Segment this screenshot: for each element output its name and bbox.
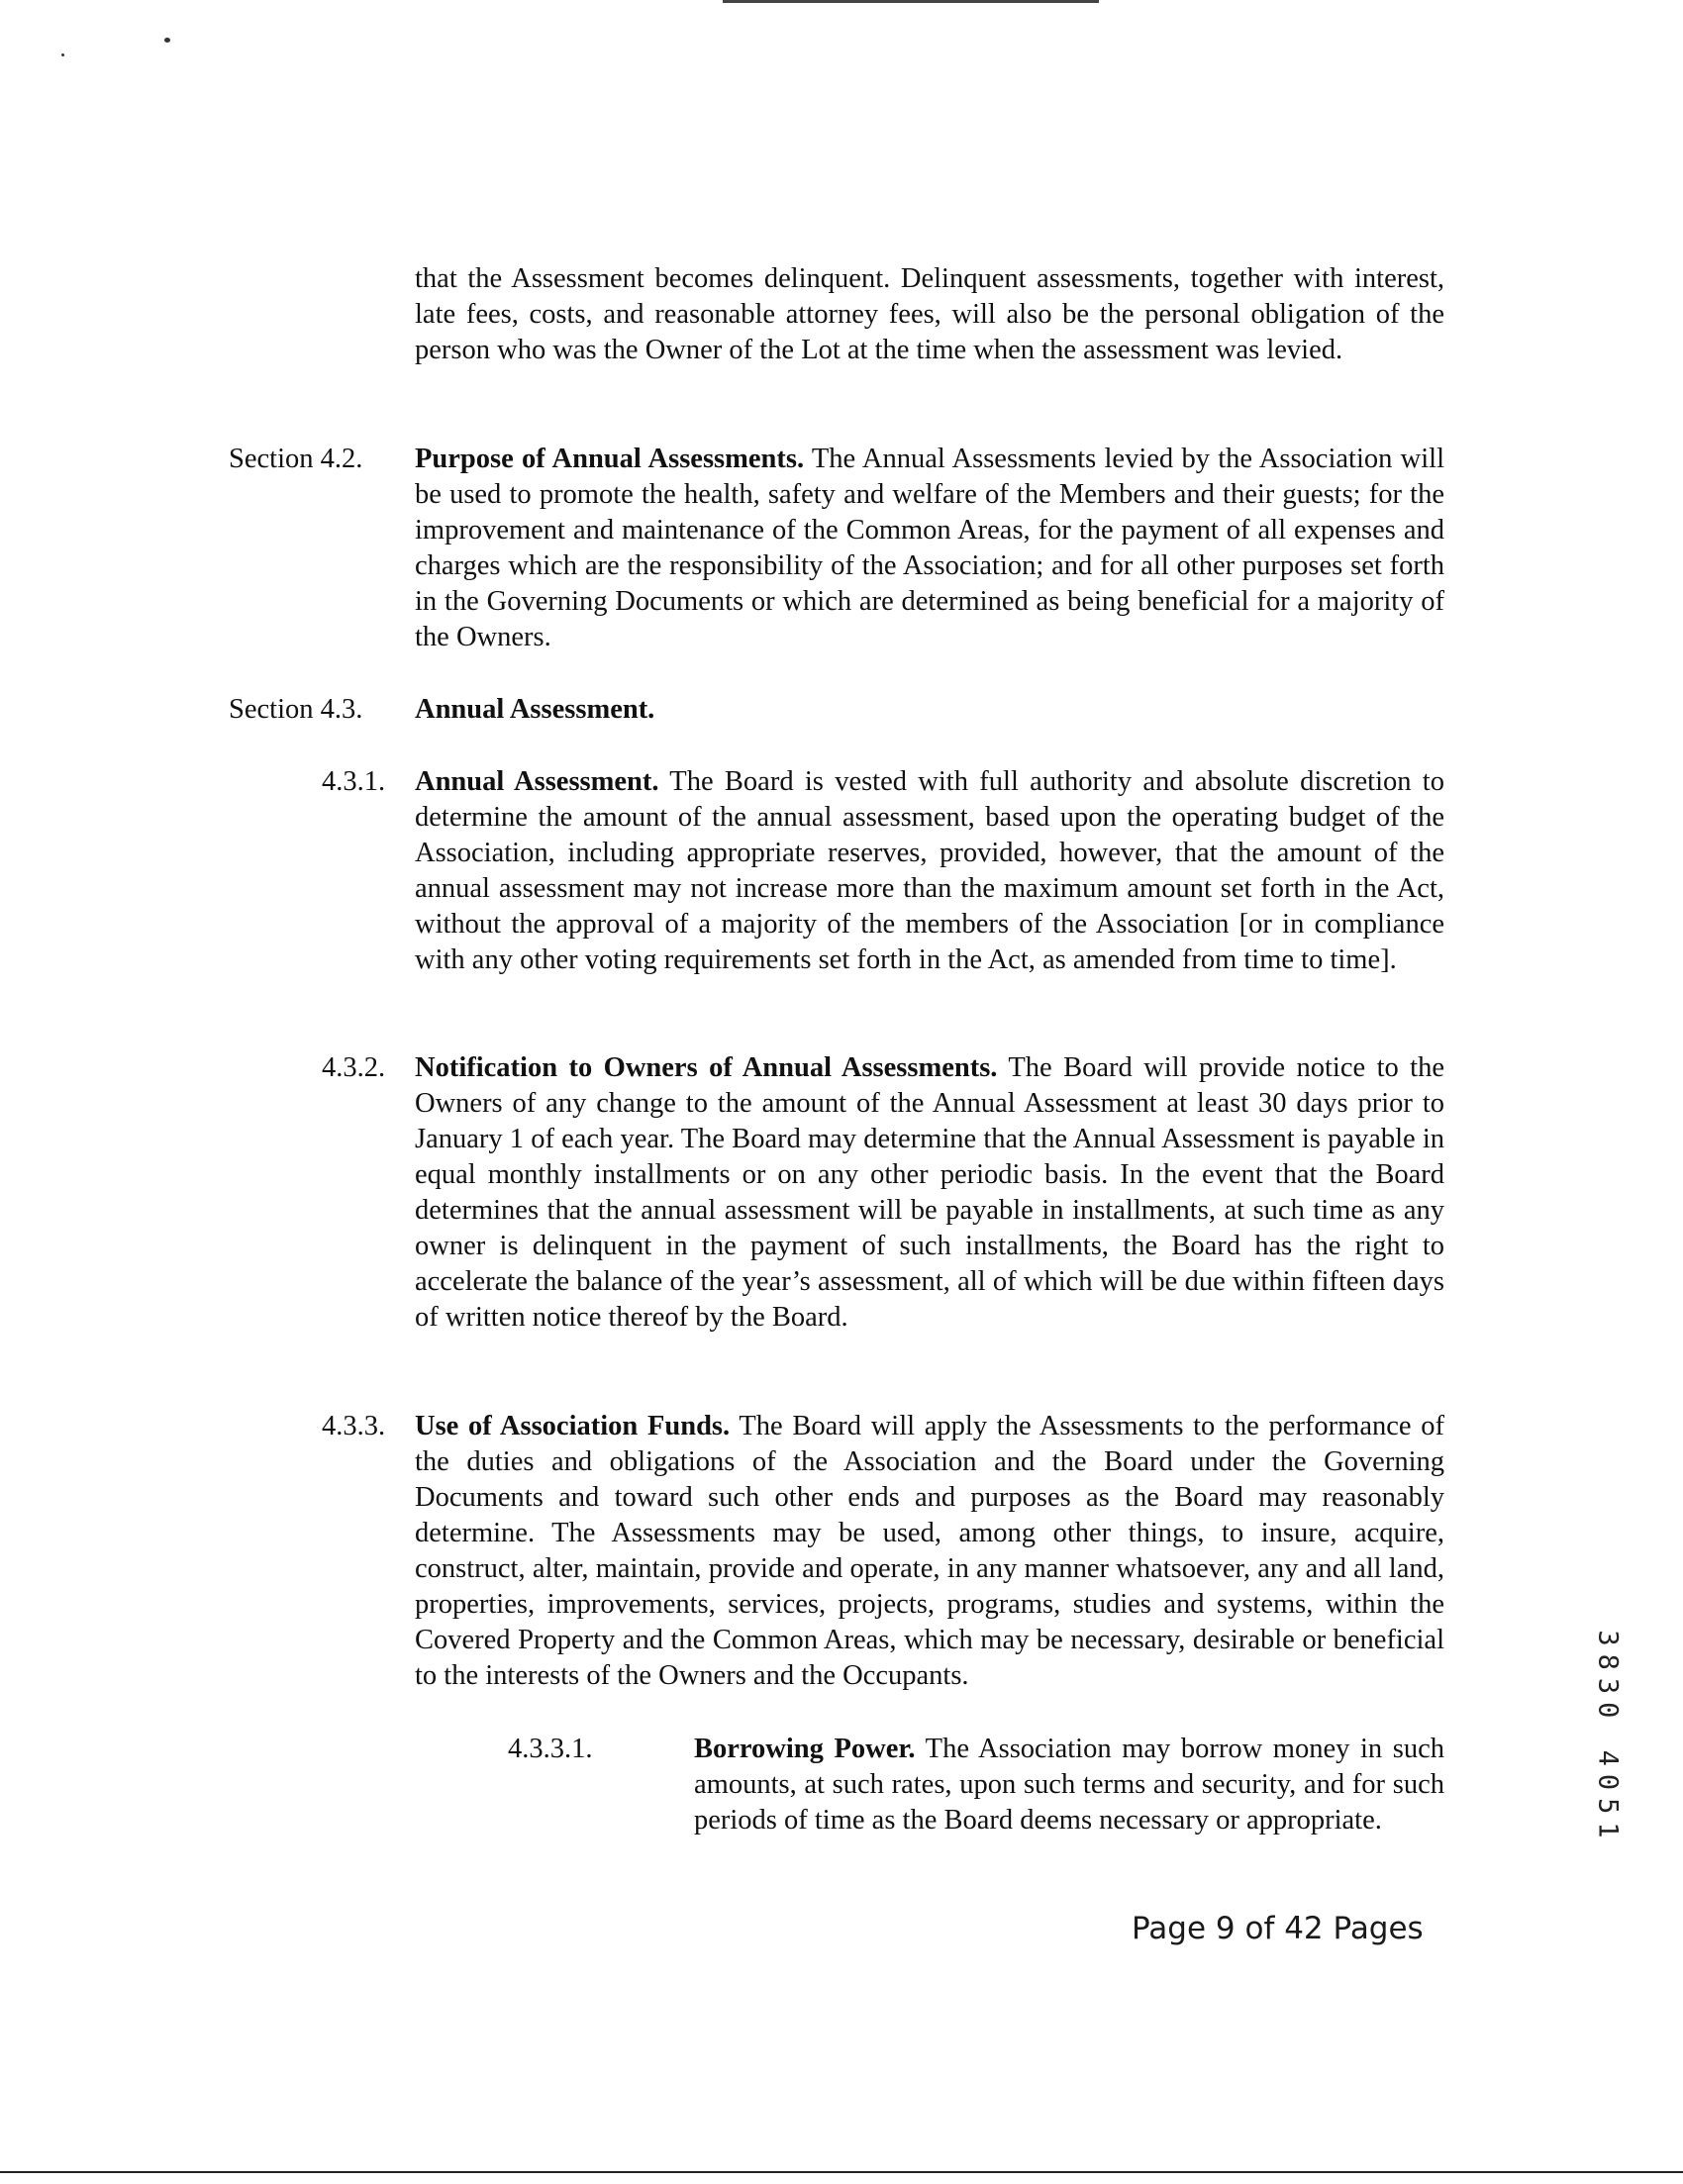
- page-number-footer: Page 9 of 42 Pages: [1132, 1911, 1424, 1946]
- subsection-4-3-1-heading: Annual Assessment.: [415, 766, 659, 797]
- subsection-4-3-3-label: 4.3.3.: [322, 1411, 386, 1441]
- section-4-2-heading: Purpose of Annual Assessments.: [415, 444, 805, 474]
- subsection-4-3-1-paragraph: [415, 764, 1444, 978]
- section-4-2-paragraph: [415, 442, 1444, 655]
- subsection-4-3-3-heading: Use of Association Funds.: [415, 1411, 731, 1441]
- subsection-4-3-3-1-body: The Association may borrow money in such amounts, at such rates, upon such terms and security, and for such periods of time as the Board deems necessary or appropriate.: [694, 1734, 1444, 1836]
- section-4-3-heading: Annual Assessment.: [415, 694, 655, 725]
- scan-speck: [61, 53, 64, 56]
- subsection-4-3-2-label: 4.3.2.: [322, 1052, 386, 1083]
- subsection-4-3-1-label: 4.3.1.: [322, 766, 386, 797]
- subsection-4-3-2-paragraph: [415, 1050, 1444, 1336]
- bottom-edge-rule: [0, 2171, 1683, 2173]
- subsection-4-3-3-paragraph: [415, 1409, 1444, 1694]
- subsection-4-3-2-body: The Board will provide notice to the Owners of any change to the amount of the Annual Assessment at least 30 days prior to January 1 of each year. The Board may determine that the Annual Assessment is payable in equal monthly installments or on any other periodic basis. In the event that the Board determines that the annual assessment will be payable in installments, at such time as any owner is delinquent in the payment of such installments, the Board has the right to accelerate the balance of the year’s assessment, all of which will be due within fifteen days of written notice thereof by the Board.: [415, 1052, 1444, 1333]
- section-4-2-label: Section 4.2.: [229, 444, 363, 474]
- subsection-4-3-2-heading: Notification to Owners of Annual Assessments.: [415, 1052, 998, 1083]
- subsection-4-3-3-1-paragraph: [694, 1732, 1444, 1838]
- section-4-2-body: The Annual Assessments levied by the Association will be used to promote the health, safety and welfare of the Members and their guests; for the improvement and maintenance of the Common Areas, for the payment of all expenses and charges which are the responsibility of the Association; and for all other purposes set forth in the Governing Documents or which are determined as being beneficial for a majority of the Owners.: [415, 444, 1444, 652]
- continuation-paragraph: that the Assessment becomes delinquent. Delinquent assessments, together with interest, late fees, costs, and reasonable attorney fees, will also be the personal obligation of the person who was the Owner of the Lot at the time when the assessment was levied.: [415, 263, 1444, 365]
- top-edge-rule: [723, 0, 1099, 3]
- recording-number-stamp: [1590, 1594, 1626, 1881]
- subsection-4-3-3-body: The Board will apply the Assessments to the performance of the duties and obligations of the Association and the Board under the Governing Documents and toward such other ends and purposes as the Board may reasonably determine. The Assessments may be used, among other things, to insure, acquire, construct, alter, maintain, provide and operate, in any manner whatsoever, any and all land, properties, improvements, services, projects, programs, studies and systems, within the Covered Property and the Common Areas, which may be necessary, desirable or beneficial to the interests of the Owners and the Occupants.: [415, 1411, 1444, 1691]
- scan-speck: [164, 38, 170, 43]
- recording-number-text: 3830 4051: [1592, 1629, 1624, 1846]
- subsection-4-3-3-1-label: 4.3.3.1.: [508, 1734, 593, 1764]
- section-4-3-label: Section 4.3.: [229, 694, 363, 725]
- subsection-4-3-1-body: The Board is vested with full authority and absolute discretion to determine the amount of the annual assessment, based upon the operating budget of the Association, including appropriate reserves, provided, however, that the amount of the annual assessment may not increase more than the maximum amount set forth in the Act, without the approval of a majority of the members of the Association [or in compliance with any other voting requirements set forth in the Act, as amended from time to time].: [415, 766, 1444, 975]
- subsection-4-3-3-1-heading: Borrowing Power.: [694, 1734, 916, 1764]
